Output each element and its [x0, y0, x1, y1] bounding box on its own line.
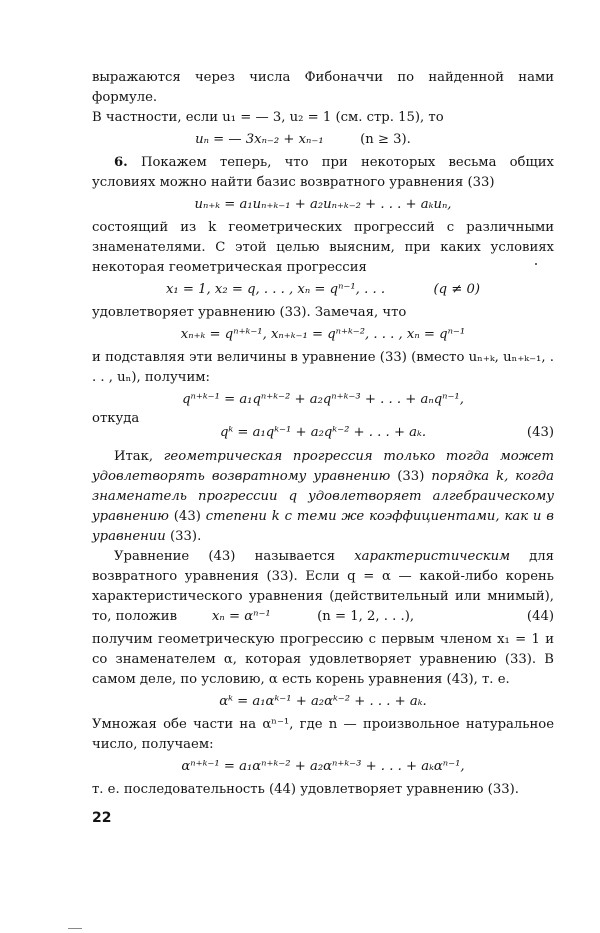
- formula-un-recurrence: [92, 130, 554, 150]
- paragraph-substituting: и подставляя эти величины в уравнение (33) (вместо uₙ₊ₖ, uₙ₊ₖ₋₁, . . . , uₙ), получим:: [92, 350, 554, 385]
- page-number: 22: [92, 810, 112, 826]
- formula-x-values: xₙ₊ₖ = qⁿ⁺ᵏ⁻¹, xₙ₊ₖ₋₁ = qⁿ⁺ᵏ⁻², . . . , xₙ = qⁿ⁻¹: [180, 327, 466, 342]
- theorem-end: (33).: [170, 529, 202, 544]
- section-6-text: Покажем теперь, что при некоторых весьма общих условиях можно найти базис возвратного уравнения (33): [92, 155, 554, 190]
- section-number: 6.: [114, 155, 128, 170]
- characteristic-term: характеристическим: [354, 549, 511, 564]
- formula-gp-terms: x₁ = 1, x₂ = q, . . . , xₙ = qⁿ⁻¹, . . .: [165, 282, 386, 297]
- page-body: [92, 68, 554, 800]
- theorem-text-1: геометрическая прогрессия только тогда может удовлетворять возвратному уравнению: [92, 449, 554, 484]
- paragraph-theorem: [92, 447, 554, 547]
- theorem-text-2: порядка k, когда знаменатель прогрессии q удовлетворяет алгебраическому уравнению: [92, 469, 554, 524]
- paragraph-1-line-1: выражаются через числа Фибоначчи по найденной нами формуле.: [92, 70, 554, 105]
- formula-alpha-multiplied: αⁿ⁺ᵏ⁻¹ = a₁αⁿ⁺ᵏ⁻² + a₂αⁿ⁺ᵏ⁻³ + . . . + aₖαⁿ⁻¹,: [181, 759, 465, 774]
- formula-un-condition: (n ≥ 3).: [360, 132, 411, 147]
- paragraph-conclusion: т. е. последовательность (44) удовлетворяет уравнению (33).: [92, 782, 519, 797]
- paragraph-satisfies: удовлетворяет уравнению (33). Замечая, что: [92, 305, 407, 320]
- formula-characteristic-43: [92, 423, 554, 443]
- formula-43-expression: qᵏ = a₁qᵏ⁻¹ + a₂qᵏ⁻² + . . . + aₖ.: [219, 425, 427, 440]
- paragraph-1-line-2: В частности, если u₁ = — 3, u₂ = 1 (см. стр. 15), то: [92, 110, 444, 125]
- formula-geometric-progression: [92, 280, 554, 300]
- paragraph-multiply: Умножая обе части на αⁿ⁻¹, где n — произвольное натуральное число, получаем:: [92, 717, 554, 752]
- scan-edge-mark: [68, 928, 82, 929]
- formula-alpha-root: αᵏ = a₁αᵏ⁻¹ + a₂αᵏ⁻² + . . . + aₖ.: [219, 694, 427, 709]
- formula-recurrence-33: uₙ₊ₖ = a₁uₙ₊ₖ₋₁ + a₂uₙ₊ₖ₋₂ + . . . + aₖuₙ,: [194, 197, 452, 212]
- equation-number-44: (44): [526, 609, 554, 624]
- theorem-text-3: степени k с теми же коэффициентами, как и в уравнении: [92, 509, 554, 544]
- paragraph-section-6: [92, 153, 554, 193]
- formula-44-condition: (n = 1, 2, . . .),: [317, 609, 415, 624]
- formula-gp-condition: (q ≠ 0): [433, 282, 480, 297]
- theorem-ref-33: (33): [397, 469, 425, 484]
- theorem-lead: Итак,: [114, 449, 154, 464]
- characteristic-text-a: Уравнение (43) называется: [114, 549, 336, 564]
- formula-44-expression: xₙ = αⁿ⁻¹: [212, 609, 271, 624]
- formula-44: [92, 607, 554, 627]
- equation-number-43: (43): [526, 425, 554, 440]
- theorem-ref-43: (43): [173, 509, 201, 524]
- paragraph-progression-result: получим геометрическую прогрессию с первым членом x₁ = 1 и со знаменателем α, которая удовлетворяет уравнению (33). В самом деле, по условию, α есть корень уравнения (43), т. е.: [92, 632, 554, 687]
- print-speck: [535, 263, 537, 265]
- formula-q-substituted: qⁿ⁺ᵏ⁻¹ = a₁qⁿ⁺ᵏ⁻² + a₂qⁿ⁺ᵏ⁻³ + . . . + aₙqⁿ⁻¹,: [182, 392, 464, 407]
- paragraph-whence: откуда: [92, 411, 140, 426]
- characteristic-text-b: для возвратного уравнения (33). Если q = α — какой-либо корень характеристического уравнения (действительный или мнимый), то, положив: [92, 549, 554, 624]
- formula-un-expression: uₙ = — 3xₙ₋₂ + xₙ₋₁: [195, 132, 324, 147]
- paragraph-basis: состоящий из k геометрических прогрессий с различными знаменателями. С этой целью выясним, при каких условиях некоторая геометрическая прогрессия: [92, 220, 554, 275]
